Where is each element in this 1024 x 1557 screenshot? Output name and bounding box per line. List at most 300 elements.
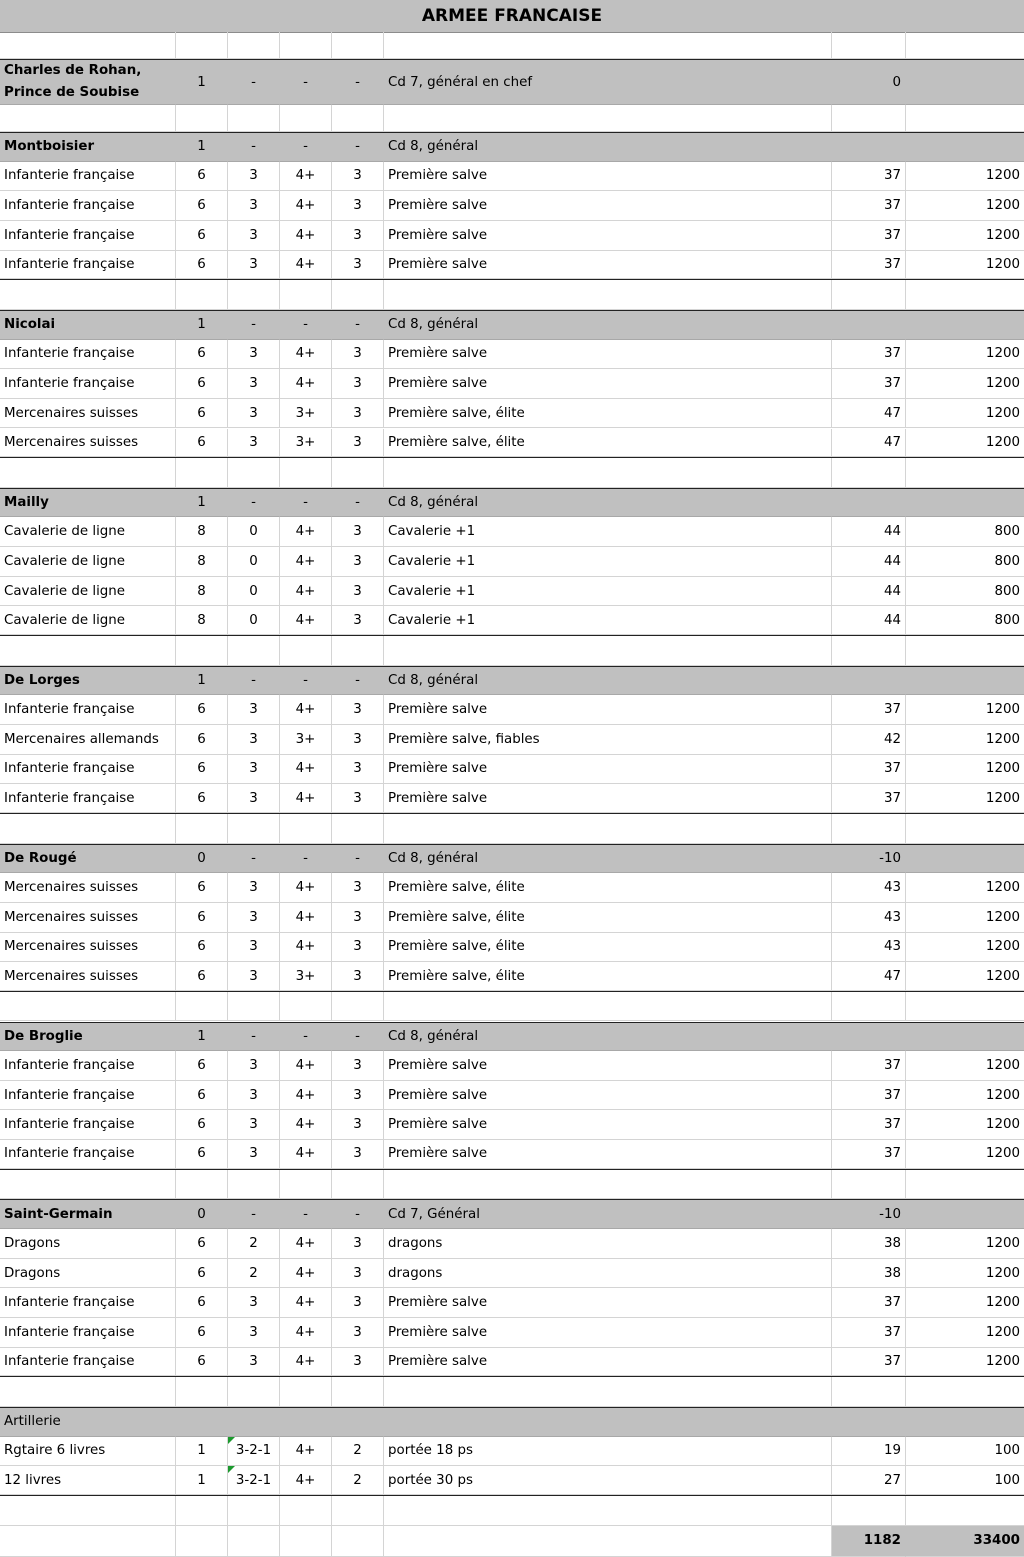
col-d-cell[interactable] (332, 369, 384, 399)
col-c-cell[interactable] (280, 251, 332, 280)
col-d-cell[interactable] (332, 1377, 384, 1407)
men-cell[interactable] (906, 340, 1024, 370)
col-b-cell[interactable] (228, 1408, 280, 1437)
unit-name-cell[interactable] (0, 458, 176, 488)
special-rules-cell[interactable] (384, 162, 832, 192)
col-c-cell[interactable] (280, 458, 332, 488)
col-c-cell[interactable] (280, 903, 332, 933)
col-b-cell[interactable] (228, 162, 280, 192)
col-b-cell[interactable] (228, 695, 280, 725)
col-d-cell[interactable] (332, 845, 384, 874)
men-cell[interactable] (906, 962, 1024, 991)
points-cell[interactable] (832, 1466, 906, 1495)
men-cell[interactable] (906, 458, 1024, 488)
col-a-cell[interactable] (176, 32, 228, 59)
col-c-cell[interactable] (280, 60, 332, 105)
unit-name-cell[interactable] (0, 1051, 176, 1081)
col-c-cell[interactable] (280, 1200, 332, 1229)
unit-name-cell[interactable] (0, 133, 176, 162)
col-b-cell[interactable] (228, 845, 280, 874)
col-a-cell[interactable] (176, 1140, 228, 1169)
unit-name-cell[interactable] (0, 399, 176, 429)
col-a-cell[interactable] (176, 755, 228, 785)
points-cell[interactable] (832, 667, 906, 696)
col-a-cell[interactable] (176, 1200, 228, 1229)
points-cell[interactable] (832, 1496, 906, 1526)
men-cell[interactable] (906, 606, 1024, 635)
unit-name-cell[interactable] (0, 873, 176, 903)
unit-name-cell[interactable] (0, 221, 176, 251)
col-a-cell[interactable] (176, 1023, 228, 1052)
unit-name-cell[interactable] (0, 1437, 176, 1467)
col-d-cell[interactable] (332, 933, 384, 963)
col-c-cell[interactable] (280, 429, 332, 458)
col-d-cell[interactable] (332, 399, 384, 429)
points-cell[interactable] (832, 1318, 906, 1348)
men-cell[interactable] (906, 133, 1024, 162)
col-b-cell[interactable] (228, 369, 280, 399)
col-d-cell[interactable] (332, 1437, 384, 1467)
col-b-cell[interactable] (228, 1496, 280, 1526)
points-cell[interactable] (832, 458, 906, 488)
col-c-cell[interactable] (280, 845, 332, 874)
col-d-cell[interactable] (332, 1348, 384, 1377)
col-d-cell[interactable] (332, 458, 384, 488)
men-cell[interactable] (906, 845, 1024, 874)
col-b-cell[interactable] (228, 60, 280, 105)
points-cell[interactable] (832, 1526, 906, 1557)
men-cell[interactable] (906, 221, 1024, 251)
points-cell[interactable] (832, 845, 906, 874)
col-d-cell[interactable] (332, 133, 384, 162)
men-cell[interactable] (906, 1170, 1024, 1200)
col-d-cell[interactable] (332, 1259, 384, 1289)
col-c-cell[interactable] (280, 311, 332, 340)
col-c-cell[interactable] (280, 369, 332, 399)
col-a-cell[interactable] (176, 162, 228, 192)
col-a-cell[interactable] (176, 60, 228, 105)
col-d-cell[interactable] (332, 1200, 384, 1229)
special-rules-cell[interactable] (384, 962, 832, 991)
col-b-cell[interactable] (228, 429, 280, 458)
col-c-cell[interactable] (280, 1496, 332, 1526)
unit-name-cell[interactable] (0, 280, 176, 310)
unit-name-cell[interactable] (0, 191, 176, 221)
col-b-cell[interactable] (228, 784, 280, 813)
special-rules-cell[interactable] (384, 1229, 832, 1259)
points-cell[interactable] (832, 814, 906, 844)
points-cell[interactable] (832, 1023, 906, 1052)
points-cell[interactable] (832, 60, 906, 105)
special-rules-cell[interactable] (384, 873, 832, 903)
men-cell[interactable] (906, 311, 1024, 340)
special-rules-cell[interactable] (384, 755, 832, 785)
unit-name-cell[interactable] (0, 1318, 176, 1348)
men-cell[interactable] (906, 1408, 1024, 1437)
col-a-cell[interactable] (176, 606, 228, 635)
col-a-cell[interactable] (176, 962, 228, 991)
points-cell[interactable] (832, 429, 906, 458)
col-b-cell[interactable] (228, 1110, 280, 1140)
unit-name-cell[interactable] (0, 845, 176, 874)
col-a-cell[interactable] (176, 1229, 228, 1259)
unit-name-cell[interactable] (0, 162, 176, 192)
men-cell[interactable] (906, 1229, 1024, 1259)
col-d-cell[interactable] (332, 814, 384, 844)
col-c-cell[interactable] (280, 1318, 332, 1348)
col-a-cell[interactable] (176, 903, 228, 933)
col-c-cell[interactable] (280, 162, 332, 192)
col-a-cell[interactable] (176, 1318, 228, 1348)
col-b-cell[interactable] (228, 547, 280, 577)
col-c-cell[interactable] (280, 1408, 332, 1437)
col-b-cell[interactable] (228, 221, 280, 251)
col-a-cell[interactable] (176, 1259, 228, 1289)
col-c-cell[interactable] (280, 695, 332, 725)
men-cell[interactable] (906, 755, 1024, 785)
col-d-cell[interactable] (332, 667, 384, 696)
points-cell[interactable] (832, 784, 906, 813)
points-cell[interactable] (832, 162, 906, 192)
col-a-cell[interactable] (176, 992, 228, 1022)
unit-name-cell[interactable] (0, 1110, 176, 1140)
special-rules-cell[interactable] (384, 695, 832, 725)
unit-name-cell[interactable] (0, 105, 176, 132)
col-d-cell[interactable] (332, 1526, 384, 1557)
col-b-cell[interactable] (228, 1023, 280, 1052)
col-b-cell[interactable] (228, 32, 280, 59)
unit-name-cell[interactable] (0, 903, 176, 933)
men-cell[interactable] (906, 1526, 1024, 1557)
men-cell[interactable] (906, 105, 1024, 132)
men-cell[interactable] (906, 162, 1024, 192)
col-d-cell[interactable] (332, 251, 384, 280)
points-cell[interactable] (832, 1408, 906, 1437)
special-rules-cell[interactable] (384, 280, 832, 310)
col-c-cell[interactable] (280, 933, 332, 963)
men-cell[interactable] (906, 1081, 1024, 1111)
col-b-cell[interactable] (228, 1170, 280, 1200)
col-d-cell[interactable] (332, 105, 384, 132)
unit-name-cell[interactable] (0, 725, 176, 755)
col-c-cell[interactable] (280, 340, 332, 370)
unit-name-cell[interactable] (0, 1348, 176, 1377)
men-cell[interactable] (906, 992, 1024, 1022)
col-d-cell[interactable] (332, 221, 384, 251)
points-cell[interactable] (832, 1229, 906, 1259)
col-c-cell[interactable] (280, 784, 332, 813)
col-c-cell[interactable] (280, 191, 332, 221)
men-cell[interactable] (906, 369, 1024, 399)
points-cell[interactable] (832, 1259, 906, 1289)
col-b-cell[interactable] (228, 1081, 280, 1111)
unit-name-cell[interactable] (0, 1200, 176, 1229)
unit-name-cell[interactable] (0, 755, 176, 785)
col-d-cell[interactable] (332, 1318, 384, 1348)
col-b-cell[interactable] (228, 1377, 280, 1407)
col-b-cell[interactable] (228, 133, 280, 162)
special-rules-cell[interactable] (384, 1200, 832, 1229)
special-rules-cell[interactable] (384, 399, 832, 429)
col-c-cell[interactable] (280, 725, 332, 755)
special-rules-cell[interactable] (384, 251, 832, 280)
points-cell[interactable] (832, 1348, 906, 1377)
points-cell[interactable] (832, 1288, 906, 1318)
col-d-cell[interactable] (332, 429, 384, 458)
special-rules-cell[interactable] (384, 667, 832, 696)
special-rules-cell[interactable] (384, 1526, 832, 1557)
col-c-cell[interactable] (280, 1170, 332, 1200)
col-d-cell[interactable] (332, 962, 384, 991)
col-d-cell[interactable] (332, 1229, 384, 1259)
points-cell[interactable] (832, 369, 906, 399)
col-d-cell[interactable] (332, 547, 384, 577)
col-c-cell[interactable] (280, 133, 332, 162)
special-rules-cell[interactable] (384, 784, 832, 813)
special-rules-cell[interactable] (384, 429, 832, 458)
unit-name-cell[interactable] (0, 992, 176, 1022)
special-rules-cell[interactable] (384, 1466, 832, 1495)
points-cell[interactable] (832, 992, 906, 1022)
col-c-cell[interactable] (280, 1023, 332, 1052)
col-d-cell[interactable] (332, 517, 384, 547)
men-cell[interactable] (906, 191, 1024, 221)
col-a-cell[interactable] (176, 873, 228, 903)
men-cell[interactable] (906, 667, 1024, 696)
col-c-cell[interactable] (280, 1140, 332, 1169)
unit-name-cell[interactable] (0, 1170, 176, 1200)
col-d-cell[interactable] (332, 1140, 384, 1169)
col-c-cell[interactable] (280, 755, 332, 785)
col-b-cell[interactable] (228, 311, 280, 340)
col-b-cell[interactable] (228, 1348, 280, 1377)
men-cell[interactable] (906, 429, 1024, 458)
unit-name-cell[interactable] (0, 429, 176, 458)
special-rules-cell[interactable] (384, 1081, 832, 1111)
special-rules-cell[interactable] (384, 606, 832, 635)
points-cell[interactable] (832, 221, 906, 251)
col-d-cell[interactable] (332, 1408, 384, 1437)
col-a-cell[interactable] (176, 1408, 228, 1437)
col-c-cell[interactable] (280, 547, 332, 577)
points-cell[interactable] (832, 1140, 906, 1169)
men-cell[interactable] (906, 903, 1024, 933)
special-rules-cell[interactable] (384, 221, 832, 251)
points-cell[interactable] (832, 1051, 906, 1081)
col-c-cell[interactable] (280, 992, 332, 1022)
col-a-cell[interactable] (176, 845, 228, 874)
col-b-cell[interactable] (228, 1288, 280, 1318)
points-cell[interactable] (832, 873, 906, 903)
col-c-cell[interactable] (280, 1081, 332, 1111)
col-c-cell[interactable] (280, 1259, 332, 1289)
points-cell[interactable] (832, 962, 906, 991)
special-rules-cell[interactable] (384, 1140, 832, 1169)
unit-name-cell[interactable] (0, 1140, 176, 1169)
unit-name-cell[interactable] (0, 606, 176, 635)
unit-name-cell[interactable] (0, 340, 176, 370)
men-cell[interactable] (906, 1348, 1024, 1377)
col-d-cell[interactable] (332, 577, 384, 607)
unit-name-cell[interactable] (0, 1466, 176, 1495)
col-b-cell[interactable] (228, 458, 280, 488)
col-b-cell[interactable] (228, 636, 280, 666)
unit-name-cell[interactable] (0, 962, 176, 991)
special-rules-cell[interactable] (384, 105, 832, 132)
special-rules-cell[interactable] (384, 1051, 832, 1081)
col-c-cell[interactable] (280, 1526, 332, 1557)
men-cell[interactable] (906, 489, 1024, 518)
col-a-cell[interactable] (176, 517, 228, 547)
col-b-cell[interactable] (228, 489, 280, 518)
points-cell[interactable] (832, 311, 906, 340)
men-cell[interactable] (906, 251, 1024, 280)
points-cell[interactable] (832, 1437, 906, 1467)
unit-name-cell[interactable] (0, 489, 176, 518)
col-c-cell[interactable] (280, 280, 332, 310)
col-c-cell[interactable] (280, 667, 332, 696)
col-b-cell[interactable] (228, 1437, 280, 1467)
col-a-cell[interactable] (176, 105, 228, 132)
col-d-cell[interactable] (332, 1051, 384, 1081)
col-d-cell[interactable] (332, 606, 384, 635)
col-a-cell[interactable] (176, 340, 228, 370)
special-rules-cell[interactable] (384, 903, 832, 933)
col-b-cell[interactable] (228, 517, 280, 547)
col-d-cell[interactable] (332, 1081, 384, 1111)
col-c-cell[interactable] (280, 1288, 332, 1318)
men-cell[interactable] (906, 577, 1024, 607)
col-b-cell[interactable] (228, 280, 280, 310)
col-c-cell[interactable] (280, 517, 332, 547)
col-a-cell[interactable] (176, 489, 228, 518)
col-c-cell[interactable] (280, 577, 332, 607)
col-c-cell[interactable] (280, 606, 332, 635)
men-cell[interactable] (906, 399, 1024, 429)
special-rules-cell[interactable] (384, 1259, 832, 1289)
special-rules-cell[interactable] (384, 547, 832, 577)
col-d-cell[interactable] (332, 191, 384, 221)
men-cell[interactable] (906, 784, 1024, 813)
points-cell[interactable] (832, 1200, 906, 1229)
col-d-cell[interactable] (332, 1466, 384, 1495)
special-rules-cell[interactable] (384, 489, 832, 518)
col-b-cell[interactable] (228, 191, 280, 221)
men-cell[interactable] (906, 1140, 1024, 1169)
special-rules-cell[interactable] (384, 60, 832, 105)
unit-name-cell[interactable] (0, 60, 176, 105)
col-c-cell[interactable] (280, 1051, 332, 1081)
col-a-cell[interactable] (176, 191, 228, 221)
col-b-cell[interactable] (228, 1140, 280, 1169)
unit-name-cell[interactable] (0, 577, 176, 607)
col-b-cell[interactable] (228, 1229, 280, 1259)
points-cell[interactable] (832, 489, 906, 518)
special-rules-cell[interactable] (384, 369, 832, 399)
special-rules-cell[interactable] (384, 992, 832, 1022)
special-rules-cell[interactable] (384, 577, 832, 607)
col-a-cell[interactable] (176, 695, 228, 725)
men-cell[interactable] (906, 1466, 1024, 1495)
unit-name-cell[interactable] (0, 1377, 176, 1407)
points-cell[interactable] (832, 251, 906, 280)
special-rules-cell[interactable] (384, 1408, 832, 1437)
special-rules-cell[interactable] (384, 311, 832, 340)
col-b-cell[interactable] (228, 577, 280, 607)
points-cell[interactable] (832, 755, 906, 785)
unit-name-cell[interactable] (0, 1259, 176, 1289)
unit-name-cell[interactable] (0, 251, 176, 280)
points-cell[interactable] (832, 725, 906, 755)
points-cell[interactable] (832, 399, 906, 429)
col-d-cell[interactable] (332, 32, 384, 59)
col-c-cell[interactable] (280, 1466, 332, 1495)
col-b-cell[interactable] (228, 755, 280, 785)
col-d-cell[interactable] (332, 340, 384, 370)
points-cell[interactable] (832, 636, 906, 666)
col-a-cell[interactable] (176, 458, 228, 488)
col-a-cell[interactable] (176, 1081, 228, 1111)
col-b-cell[interactable] (228, 1051, 280, 1081)
col-d-cell[interactable] (332, 755, 384, 785)
special-rules-cell[interactable] (384, 814, 832, 844)
col-a-cell[interactable] (176, 1110, 228, 1140)
points-cell[interactable] (832, 577, 906, 607)
col-b-cell[interactable] (228, 1526, 280, 1557)
col-b-cell[interactable] (228, 903, 280, 933)
men-cell[interactable] (906, 725, 1024, 755)
col-c-cell[interactable] (280, 962, 332, 991)
men-cell[interactable] (906, 1318, 1024, 1348)
unit-name-cell[interactable] (0, 695, 176, 725)
men-cell[interactable] (906, 60, 1024, 105)
points-cell[interactable] (832, 105, 906, 132)
col-a-cell[interactable] (176, 1496, 228, 1526)
special-rules-cell[interactable] (384, 133, 832, 162)
col-a-cell[interactable] (176, 933, 228, 963)
men-cell[interactable] (906, 636, 1024, 666)
men-cell[interactable] (906, 32, 1024, 59)
col-d-cell[interactable] (332, 636, 384, 666)
col-a-cell[interactable] (176, 251, 228, 280)
points-cell[interactable] (832, 32, 906, 59)
col-a-cell[interactable] (176, 1348, 228, 1377)
col-a-cell[interactable] (176, 369, 228, 399)
special-rules-cell[interactable] (384, 517, 832, 547)
col-a-cell[interactable] (176, 814, 228, 844)
col-a-cell[interactable] (176, 784, 228, 813)
col-b-cell[interactable] (228, 1318, 280, 1348)
special-rules-cell[interactable] (384, 1110, 832, 1140)
unit-name-cell[interactable] (0, 1229, 176, 1259)
col-c-cell[interactable] (280, 1229, 332, 1259)
unit-name-cell[interactable] (0, 1023, 176, 1052)
unit-name-cell[interactable] (0, 784, 176, 813)
special-rules-cell[interactable] (384, 191, 832, 221)
col-a-cell[interactable] (176, 1288, 228, 1318)
col-b-cell[interactable] (228, 1259, 280, 1289)
unit-name-cell[interactable] (0, 1408, 176, 1437)
col-d-cell[interactable] (332, 903, 384, 933)
unit-name-cell[interactable] (0, 547, 176, 577)
col-c-cell[interactable] (280, 636, 332, 666)
col-d-cell[interactable] (332, 1288, 384, 1318)
col-d-cell[interactable] (332, 1023, 384, 1052)
men-cell[interactable] (906, 933, 1024, 963)
men-cell[interactable] (906, 695, 1024, 725)
unit-name-cell[interactable] (0, 1526, 176, 1557)
points-cell[interactable] (832, 903, 906, 933)
